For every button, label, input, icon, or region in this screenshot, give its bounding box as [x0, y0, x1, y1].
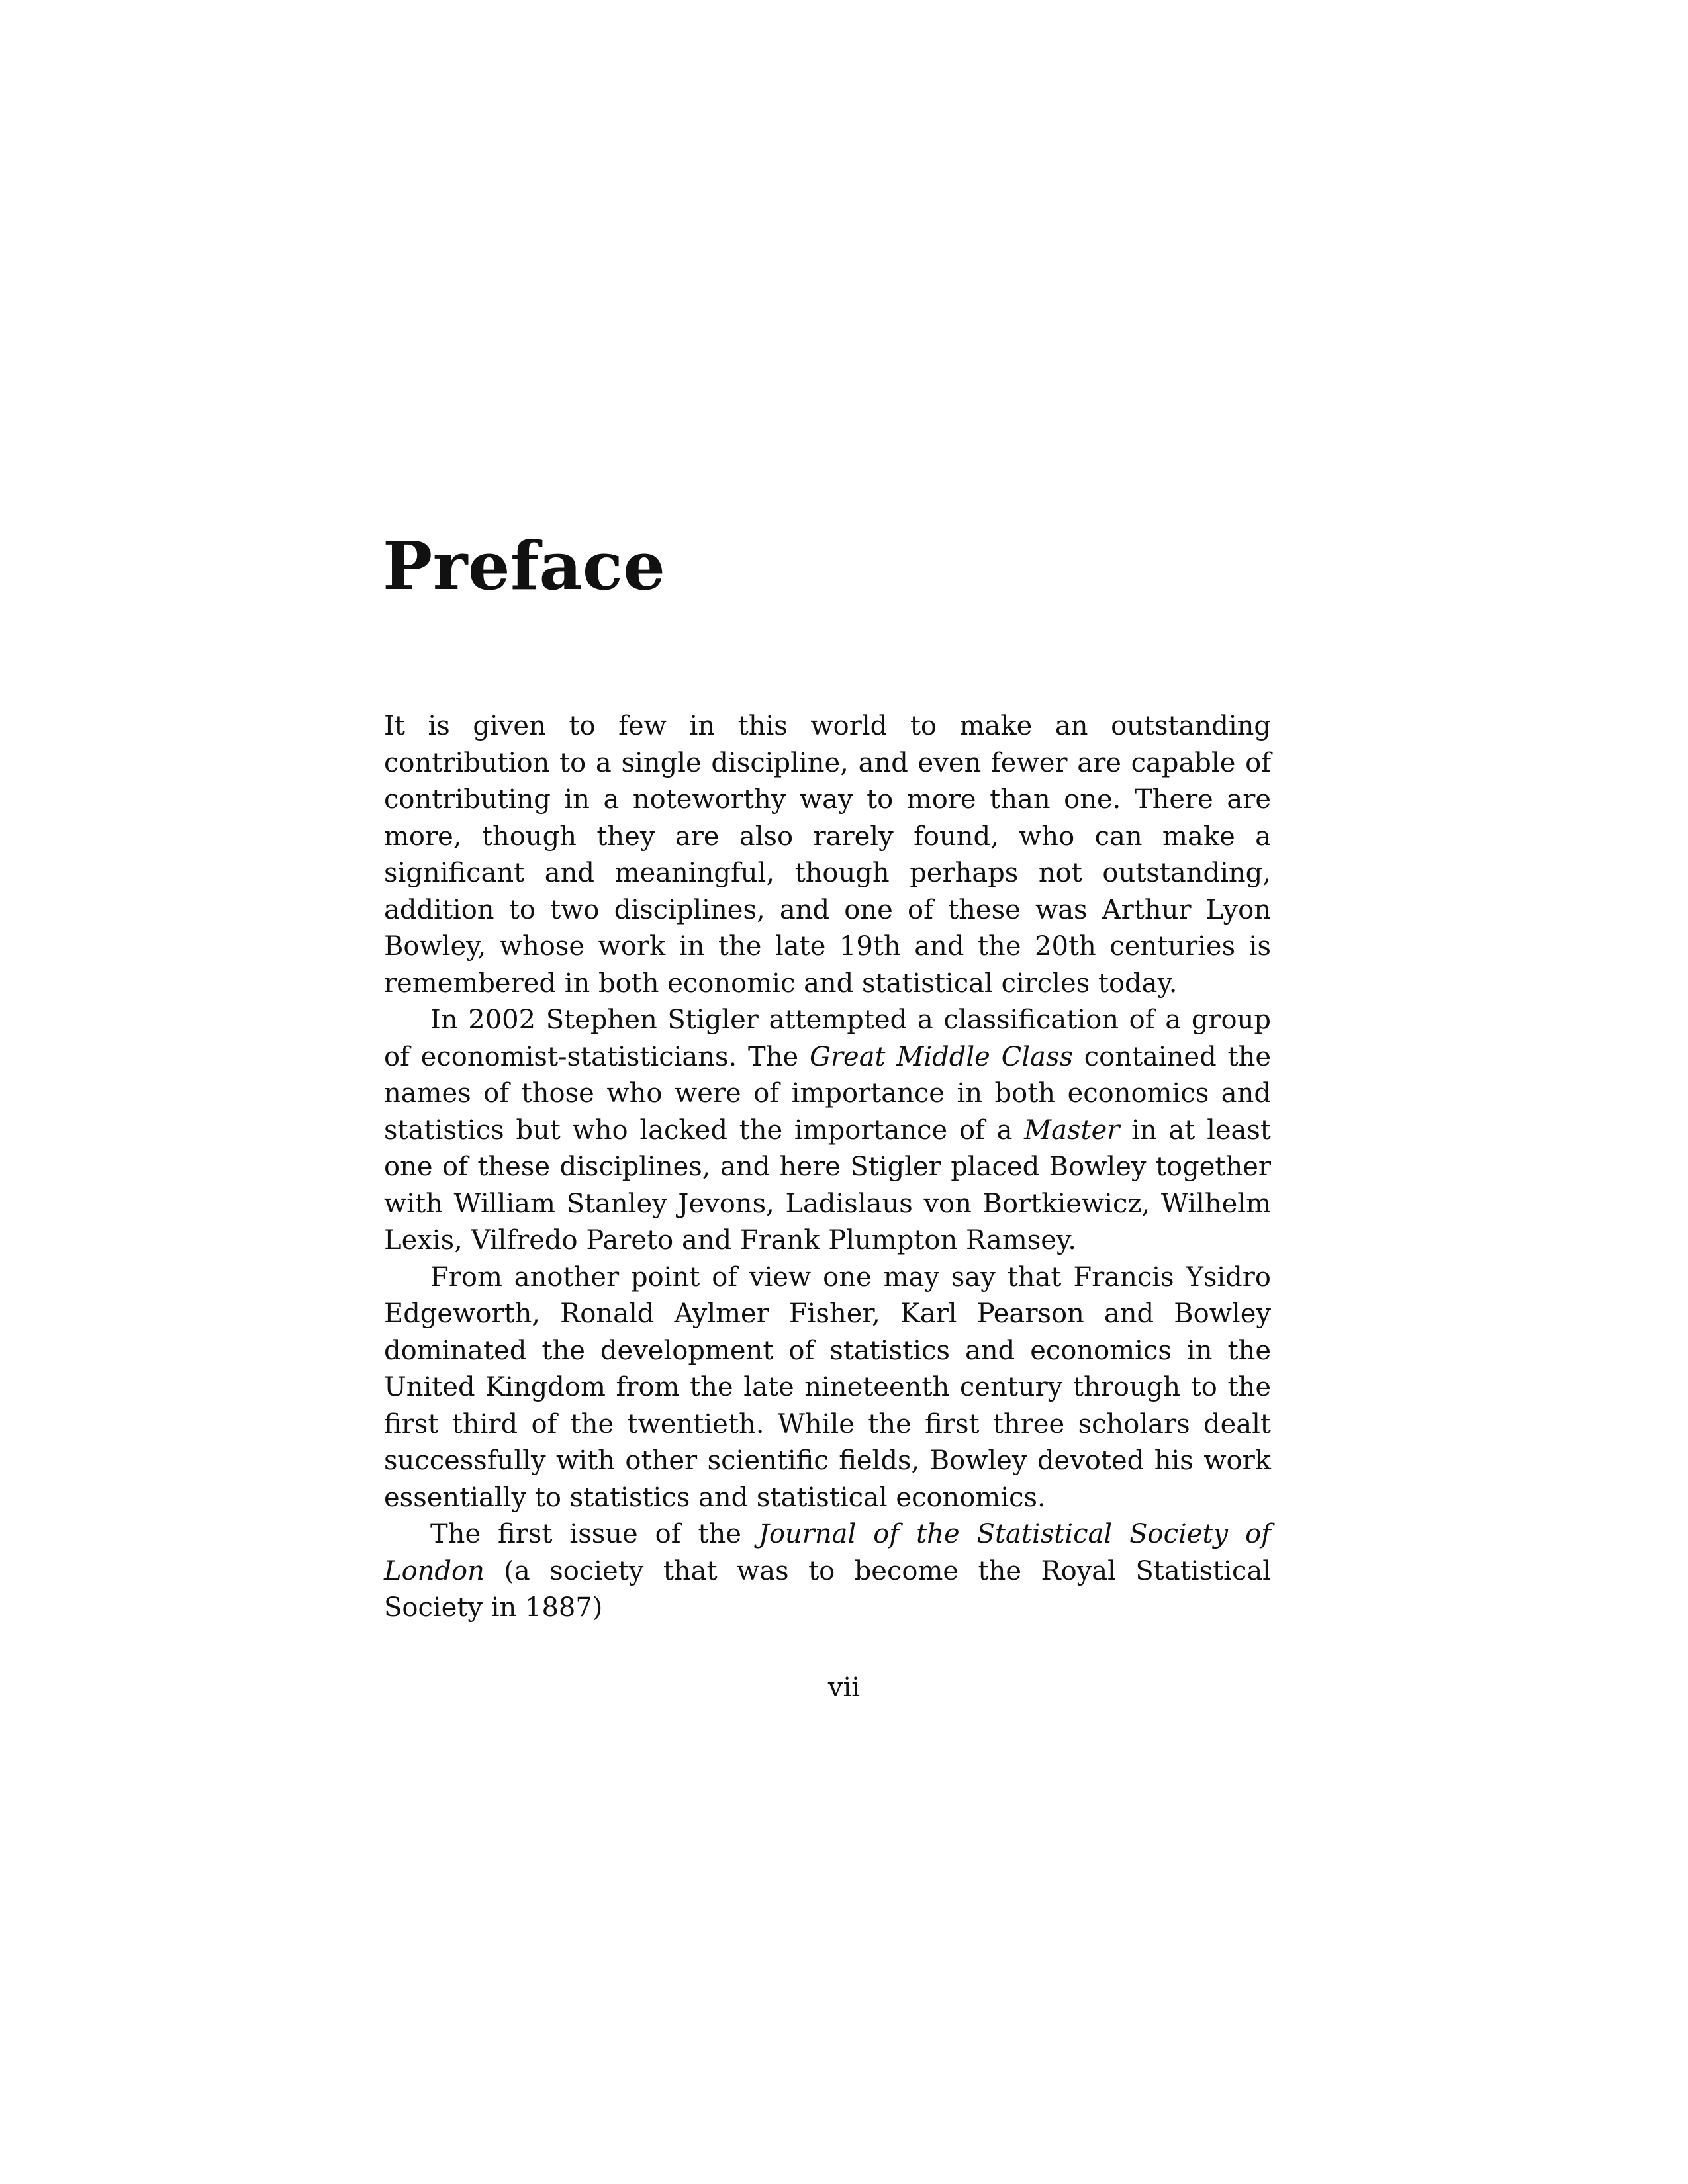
preface-body: [384, 708, 1271, 1627]
italic-term: Master: [1024, 1115, 1120, 1146]
chapter-title: Preface: [383, 527, 666, 605]
journal-title: Journal of the Statistical Society of London: [384, 1519, 1271, 1586]
paragraph-text: It is given to few in this world to make an outstanding contribution to a single discipline, and even fewer are capable of contributing in a noteworthy way to more than one. There are more, though they are also rarely found, who can make a significant and meaningful, though perhaps not outstanding, addition to two disciplines, and one of these was Arthur Lyon Bowley, whose work in the late 19th and the 20th centuries is remembered in both economic and statistical circles today.: [384, 711, 1271, 999]
paragraph-text: in at least one of these disciplines, and here Stigler placed Bowley together with William Stanley Jevons, Ladislaus von Bortkiewicz, Wilhelm Lexis, Vilfredo Pareto and Frank Plumpton Ramsey.: [384, 1115, 1271, 1255]
italic-term: Great Middle Class: [809, 1041, 1073, 1072]
paragraph-text: (a society that was to become the Royal Statistical Society in 1887): [384, 1555, 1271, 1623]
paragraph-text: From another point of view one may say that Francis Ysidro Edgeworth, Ronald Aylmer Fisher, Karl Pearson and Bowley dominated the development of statistics and economics in the United Kingdom from the late nineteenth century through to the first third of the twentieth. While the first three scholars dealt successfully with other scientific fields, Bowley devoted his work essentially to statistics and statistical economics.: [384, 1261, 1271, 1513]
paragraph-text: contained the names of those who were of importance in both economics and statistics but who lacked the importance of a: [384, 1041, 1271, 1146]
paragraph: [384, 708, 1271, 1002]
paragraph-text: In 2002 Stephen Stigler attempted a classification of a group of economist-statisticians. The: [384, 1005, 1271, 1072]
paragraph: [384, 1516, 1271, 1627]
paragraph-text: The first issue of the: [430, 1519, 759, 1549]
paragraph: [384, 1002, 1271, 1259]
page-number: vii: [827, 1672, 861, 1703]
paragraph: [384, 1259, 1271, 1517]
